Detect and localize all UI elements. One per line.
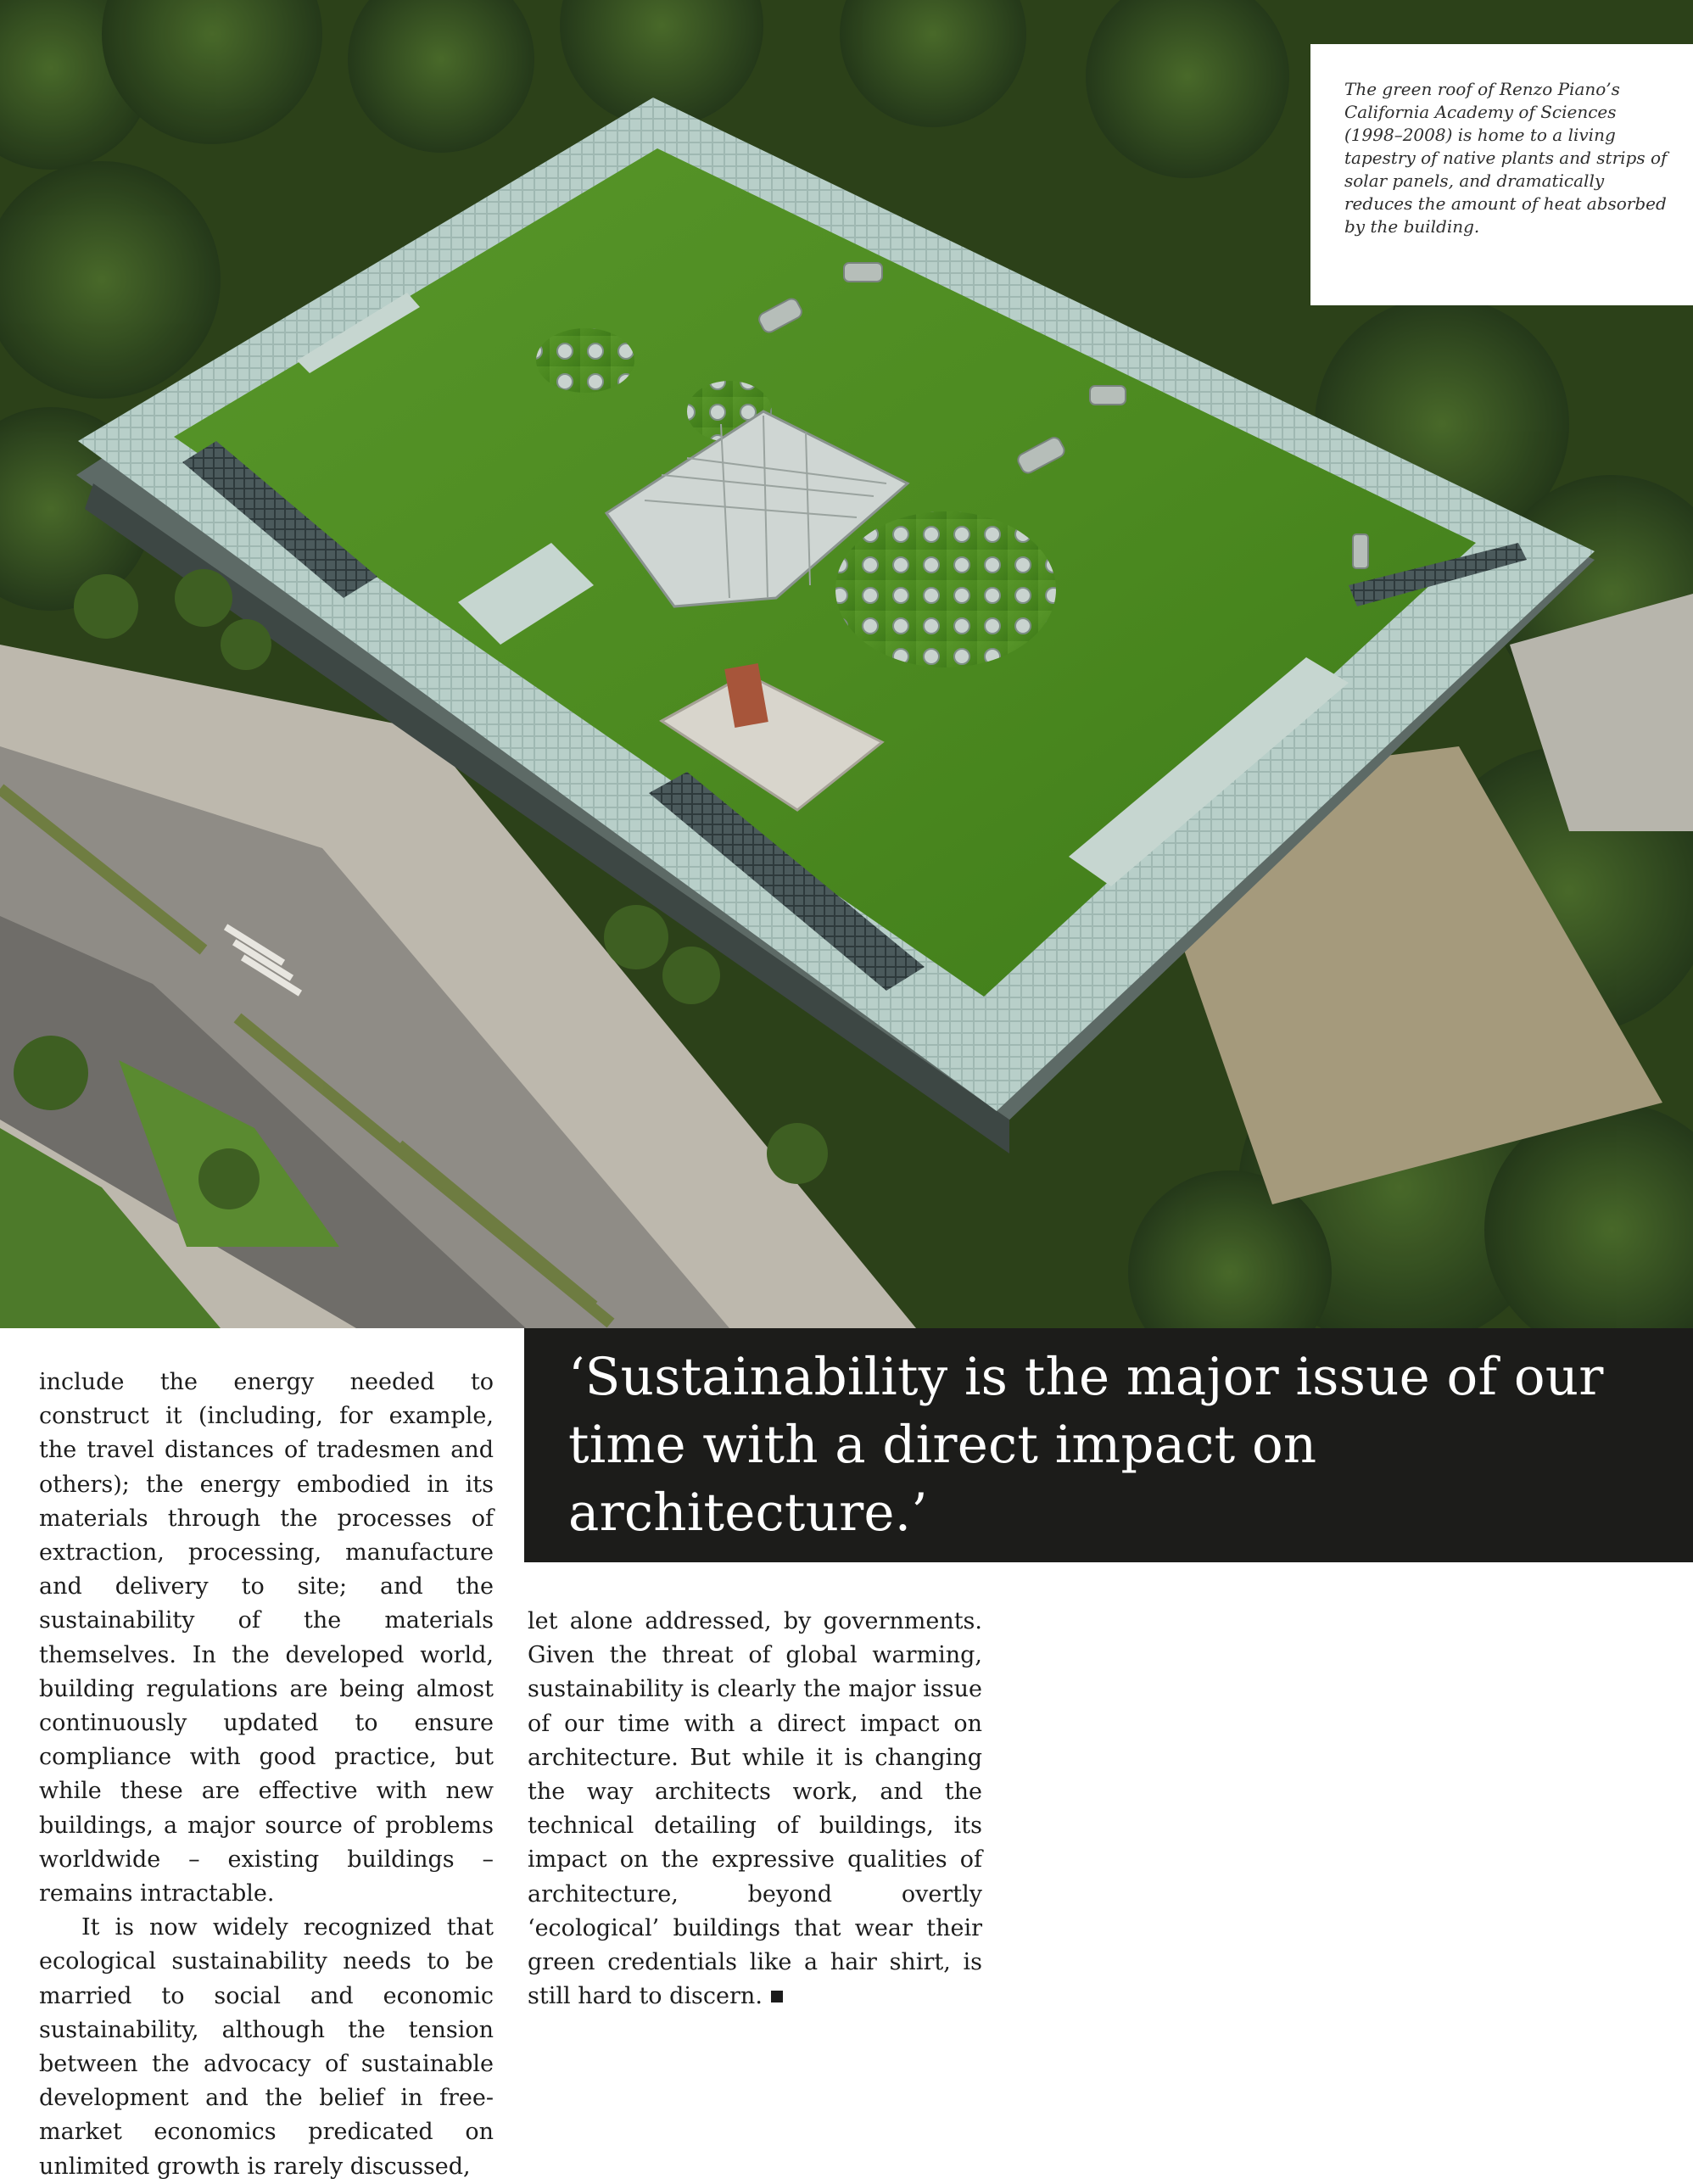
photo-caption-text: The green roof of Renzo Piano’s California Academy of Sciences (1998–2008) is home to a living tapestry of native plants and strips of solar panels, and dramatically reduces the amount of heat absorbed by the building.: [1344, 79, 1668, 237]
body-paragraph-2: It is now widely recognized that ecological sustainability needs to be married to social and economic sustainability, although the tension between the advocacy of sustainable development and the belief in free-market economics predicated on unlimited growth is rarely discussed,: [39, 1914, 494, 2180]
body-paragraph-1: include the energy needed to construct it (including, for example, the travel distances of tradesmen and others); the energy embodied in its materials through the processes of extraction, processing, manufacture and delivery to site; and the sustainability of the materials themselves. In the developed world, building regulations are being almost continuously updated to ensure compliance with good practice, but while these are effective with new buildings, a major source of problems worldwide – existing buildings – remains intractable.: [39, 1369, 494, 1908]
pull-quote: [524, 1328, 1693, 1562]
pull-quote-text: ‘Sustainability is the major issue of our time with a direct impact on architecture.’: [568, 1347, 1604, 1543]
body-column-right: [528, 1605, 982, 2014]
body-paragraph-3: [528, 1605, 982, 2014]
body-paragraph-3-text: let alone addressed, by governments. Given the threat of global warming, sustainability is clearly the major issue of our time with a direct impact on architecture. But while it is changing the way architects work, and the technical detailing of buildings, its impact on the expressive qualities of architecture, beyond overtly ‘ecological’ buildings that wear their green credentials like a hair shirt, is still hard to discern.: [528, 1608, 982, 2010]
photo-caption: [1310, 44, 1693, 305]
end-mark-icon: [771, 1991, 783, 2002]
body-column-left: [39, 1366, 494, 2184]
